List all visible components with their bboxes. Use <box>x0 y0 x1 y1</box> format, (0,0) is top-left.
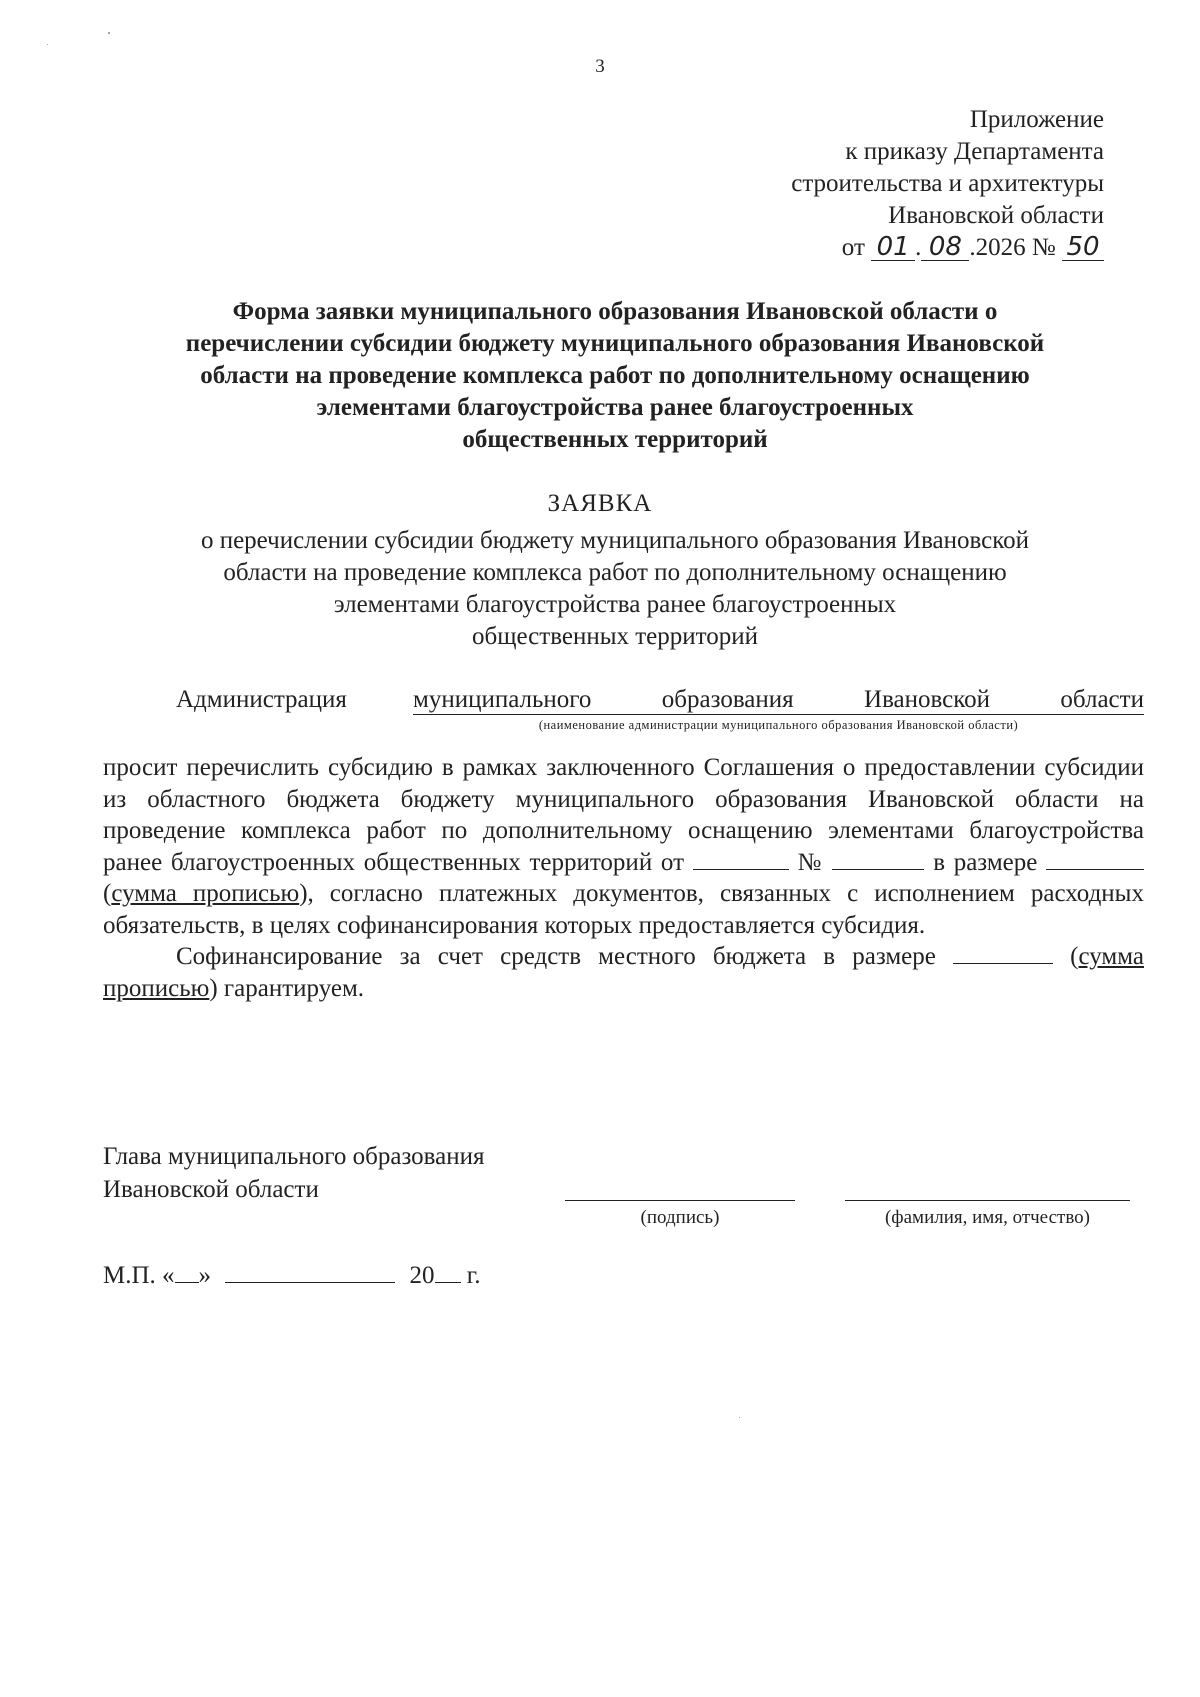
scan-speck <box>47 44 48 45</box>
administration-name-word: муниципального <box>413 686 592 713</box>
year-prefix: 20 <box>409 1262 435 1289</box>
appendix-line: Ивановской области <box>888 202 1104 229</box>
month-blank <box>225 1262 395 1283</box>
zayavka-subtitle-line: о перечислении субсидии бюджету муниципального образования Ивановской <box>200 527 1030 554</box>
paren-open: ( <box>1070 943 1079 970</box>
administration-name-field <box>413 686 1144 715</box>
signature-label: (подпись) <box>640 1207 720 1228</box>
appendix-block <box>791 104 1104 264</box>
appendix-line: строительства и архитектуры <box>791 170 1104 197</box>
signature-line <box>565 1199 795 1201</box>
paragraph-text: просит перечислить субсидию в рамках заключенного Соглашения о предоставлении субсидии из областного бюджета бюджету муниципального образования Ивановской области на проведение комплекса работ по дополнительному оснащению элементами благоустройства ранее благоустроенных общественных территорий от <box>103 754 1144 876</box>
zayavka-title: ЗАЯВКА <box>547 490 653 517</box>
full-name-label: (фамилия, имя, отчество) <box>884 1207 1090 1228</box>
form-title-line: области на проведение комплекса работ по дополнительному оснащению <box>200 362 1030 389</box>
zayavka-subtitle-line: общественных территорий <box>471 623 759 650</box>
number-prefix: № <box>1031 234 1056 261</box>
stamp-label: М.П. « <box>103 1262 175 1289</box>
form-title-line: перечислении субсидии бюджету муниципального образования Ивановской <box>185 330 1045 357</box>
day-blank <box>175 1262 199 1283</box>
page-number: 3 <box>595 56 605 77</box>
amount-in-words: сумма прописью <box>111 880 300 907</box>
cofinancing-text: Софинансирование за счет средств местного бюджета в размере <box>176 943 936 970</box>
order-number: 50 <box>1062 234 1104 261</box>
request-paragraph <box>103 752 1144 941</box>
administration-hint: (наименование администрации муниципального образования Ивановской области) <box>538 718 1019 732</box>
zayavka-subtitle-line: области на проведение комплекса работ по дополнительному оснащению <box>223 559 1007 586</box>
head-signature-title <box>103 1140 485 1206</box>
agreement-number-blank <box>832 849 924 870</box>
form-title-line: общественных территорий <box>462 426 768 453</box>
stamp-date-line <box>103 1262 480 1290</box>
year-blank <box>435 1262 461 1283</box>
head-title-line: Ивановской области <box>103 1176 319 1203</box>
date-separator: . <box>915 234 922 261</box>
date-day: 01 <box>871 234 915 261</box>
form-title-line: элементами благоустройства ранее благоустроенных <box>316 394 914 421</box>
paren-open: ( <box>103 880 112 907</box>
date-prefix: от <box>841 234 865 261</box>
administration-label: Администрация <box>176 686 347 713</box>
year-suffix: г. <box>466 1262 481 1289</box>
date-year: .2026 <box>969 234 1026 261</box>
cofinancing-paragraph <box>103 941 1144 1004</box>
head-title-line: Глава муниципального образования <box>103 1143 485 1170</box>
administration-name-word: области <box>1060 686 1144 713</box>
appendix-line: к приказу Департамента <box>845 138 1104 165</box>
full-name-line <box>845 1199 1130 1201</box>
zayavka-subtitle-line: элементами благоустройства ранее благоустроенных <box>333 591 897 618</box>
scan-speck <box>108 32 110 34</box>
number-sign: № <box>797 848 824 876</box>
agreement-date-blank <box>693 849 789 870</box>
size-text: в размере <box>933 848 1038 876</box>
date-month: 08 <box>921 234 969 261</box>
scan-speck <box>739 1417 740 1418</box>
zayavka-subtitle <box>90 525 1140 653</box>
form-title <box>90 296 1140 456</box>
amount-blank <box>1046 849 1144 870</box>
cofinancing-text-end: ) гарантируем. <box>209 974 365 1002</box>
appendix-line: Приложение <box>969 106 1104 133</box>
paragraph-text-end: ), согласно платежных документов, связанных с исполнением расходных обязательств, в целях софинансирования которых предоставляется субсидия. <box>103 880 1144 939</box>
administration-name-word: образования <box>661 686 794 713</box>
administration-name-word: Ивановской <box>864 686 991 713</box>
request-body <box>103 752 1144 1004</box>
form-title-line: Форма заявки муниципального образования Ивановской области о <box>232 298 998 325</box>
quote-close: » <box>198 1262 212 1289</box>
appendix-date-line <box>791 232 1104 264</box>
cofinancing-amount-blank <box>953 943 1053 964</box>
cofinancing-amount-in-words: сумма прописью <box>103 943 1145 1002</box>
